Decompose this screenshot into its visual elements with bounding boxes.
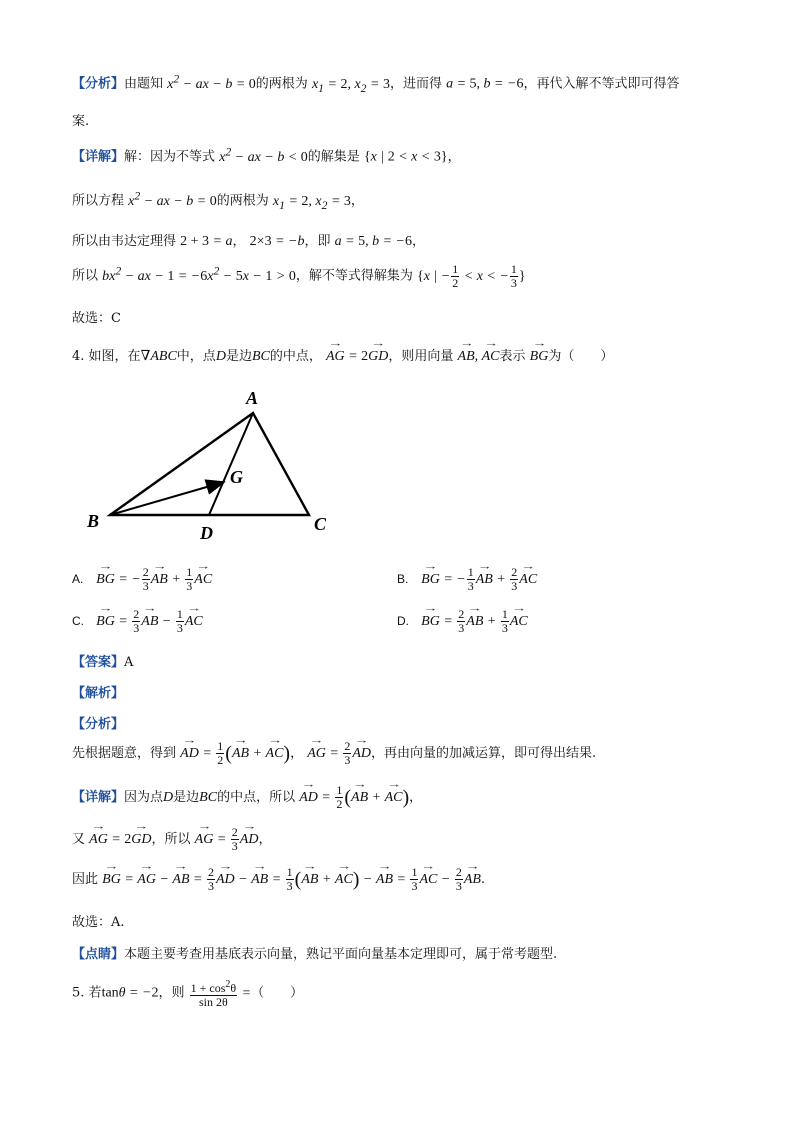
point-d: D [200, 523, 213, 542]
analysis-line-1: 【分析】由题知 $x^2$ − ax − b = 0的两根为 $x_1 = 2$, $x_2 = 3$，进而得 a = 5, b = −6，再代入解不等式即可得答 [72, 72, 680, 95]
detail-line-3: 所以由韦达定理得 2 + 3 = a， 2×3 = −b，即 a = 5, b = −6， [72, 234, 426, 249]
detail-label: 【详解】 [72, 790, 125, 805]
vector-bg [110, 482, 224, 515]
analysis-label: 【分析】 [72, 717, 125, 732]
analysis-line-q4: 先根据题意，得到 → AD = $\frac{1}{2}$ (→ AB + → AC)， → AG = $\frac{2}{3}$ → AD，再由向量的加减运算，即可得出结果. [72, 740, 596, 767]
detail-label: 【详解】 [72, 149, 125, 165]
option-c[interactable]: C. → BG = $\frac{2}{3}$ → AB − $\frac{1}{3}$ → AC [72, 608, 203, 635]
point-g: G [230, 467, 243, 487]
answer-value: A [124, 655, 134, 670]
comment-label: 【点睛】 [72, 947, 125, 962]
option-d[interactable]: D. → BG = $\frac{2}{3}$ → AB + $\frac{1}{3}$ → AC [397, 608, 528, 635]
vertex-c: C [314, 514, 327, 534]
triangle-figure [80, 382, 340, 542]
answer-line-q3: 故选：C [72, 311, 121, 326]
option-b[interactable]: B. → BG = − $\frac{1}{3}$ → AB + $\frac{2}{3}$ → AC [397, 566, 537, 593]
analysis-label: 【分析】 [72, 76, 125, 92]
question-5-stem: 5. 若tanθ = −2，则 $\frac{1 + \cos^2\theta}{\sin 2\theta}$ =（ ） [72, 979, 304, 1009]
answer-label: 【答案】 [72, 655, 125, 670]
solution-label: 【解析】 [72, 686, 125, 701]
analysis-line-2: 案. [72, 114, 90, 129]
choice-line-q4: 故选：A. [72, 915, 125, 930]
detail-line-q4-3: 因此 → BG = → AG − → AB = $\frac{2}{3}$ → AD − → AB = $\frac{1}{3}$ (→ AB + → AC) − → AB = $\frac{1}{3}$ → AC − $\frac{2}{3}$ → AB. [72, 866, 485, 893]
triangle-abc [110, 413, 309, 515]
detail-line-q4-2: 又 → AG = 2→ GD，所以 → AG = $\frac{2}{3}$ → AD， [72, 826, 271, 853]
answer-line-q4 [72, 651, 133, 670]
detail-line-1: 【详解】解：因为不等式 $x^2$ − ax − b < 0的解集是 {x | 2 < x < 3}， [72, 145, 461, 165]
detail-line-q4-1: 【详解】因为点D是边BC的中点，所以 → AD = $\frac{1}{2}$ (→ AB + → AC)， [72, 784, 422, 811]
option-a[interactable]: A. → BG = − $\frac{2}{3}$ → AB + $\frac{1}{3}$ → AC [72, 566, 212, 593]
vertex-a: A [246, 388, 259, 408]
equation: $x^2$ − ax − b = 0 [167, 72, 256, 92]
analysis-label-line-q4 [72, 713, 124, 732]
solution-label-line [72, 682, 124, 701]
comment-line-q4: 【点睛】本题主要考查用基底表示向量，熟记平面向量基本定理即可，属于常考题型. [72, 947, 558, 962]
question-4-stem: 4. 如图，在∇ABC中，点D是边BC的中点， → AG = 2→ GD，则用向量 → AB, → AC表示 → BG为（ ） [72, 343, 613, 365]
vertex-b: B [87, 511, 100, 531]
detail-line-2: 所以方程 $x^2$ − ax − b = 0的两根为 $x_1 = 2$, $x_2 = 3$， [72, 189, 364, 212]
detail-line-4: 所以 $bx^2$ − ax − $1 = -6x^2 - 5x - 1 > 0$，解不等式得解集为 {x | − $\frac{1}{2}$ < x < − $\frac{1}{3}$ } [72, 262, 526, 290]
